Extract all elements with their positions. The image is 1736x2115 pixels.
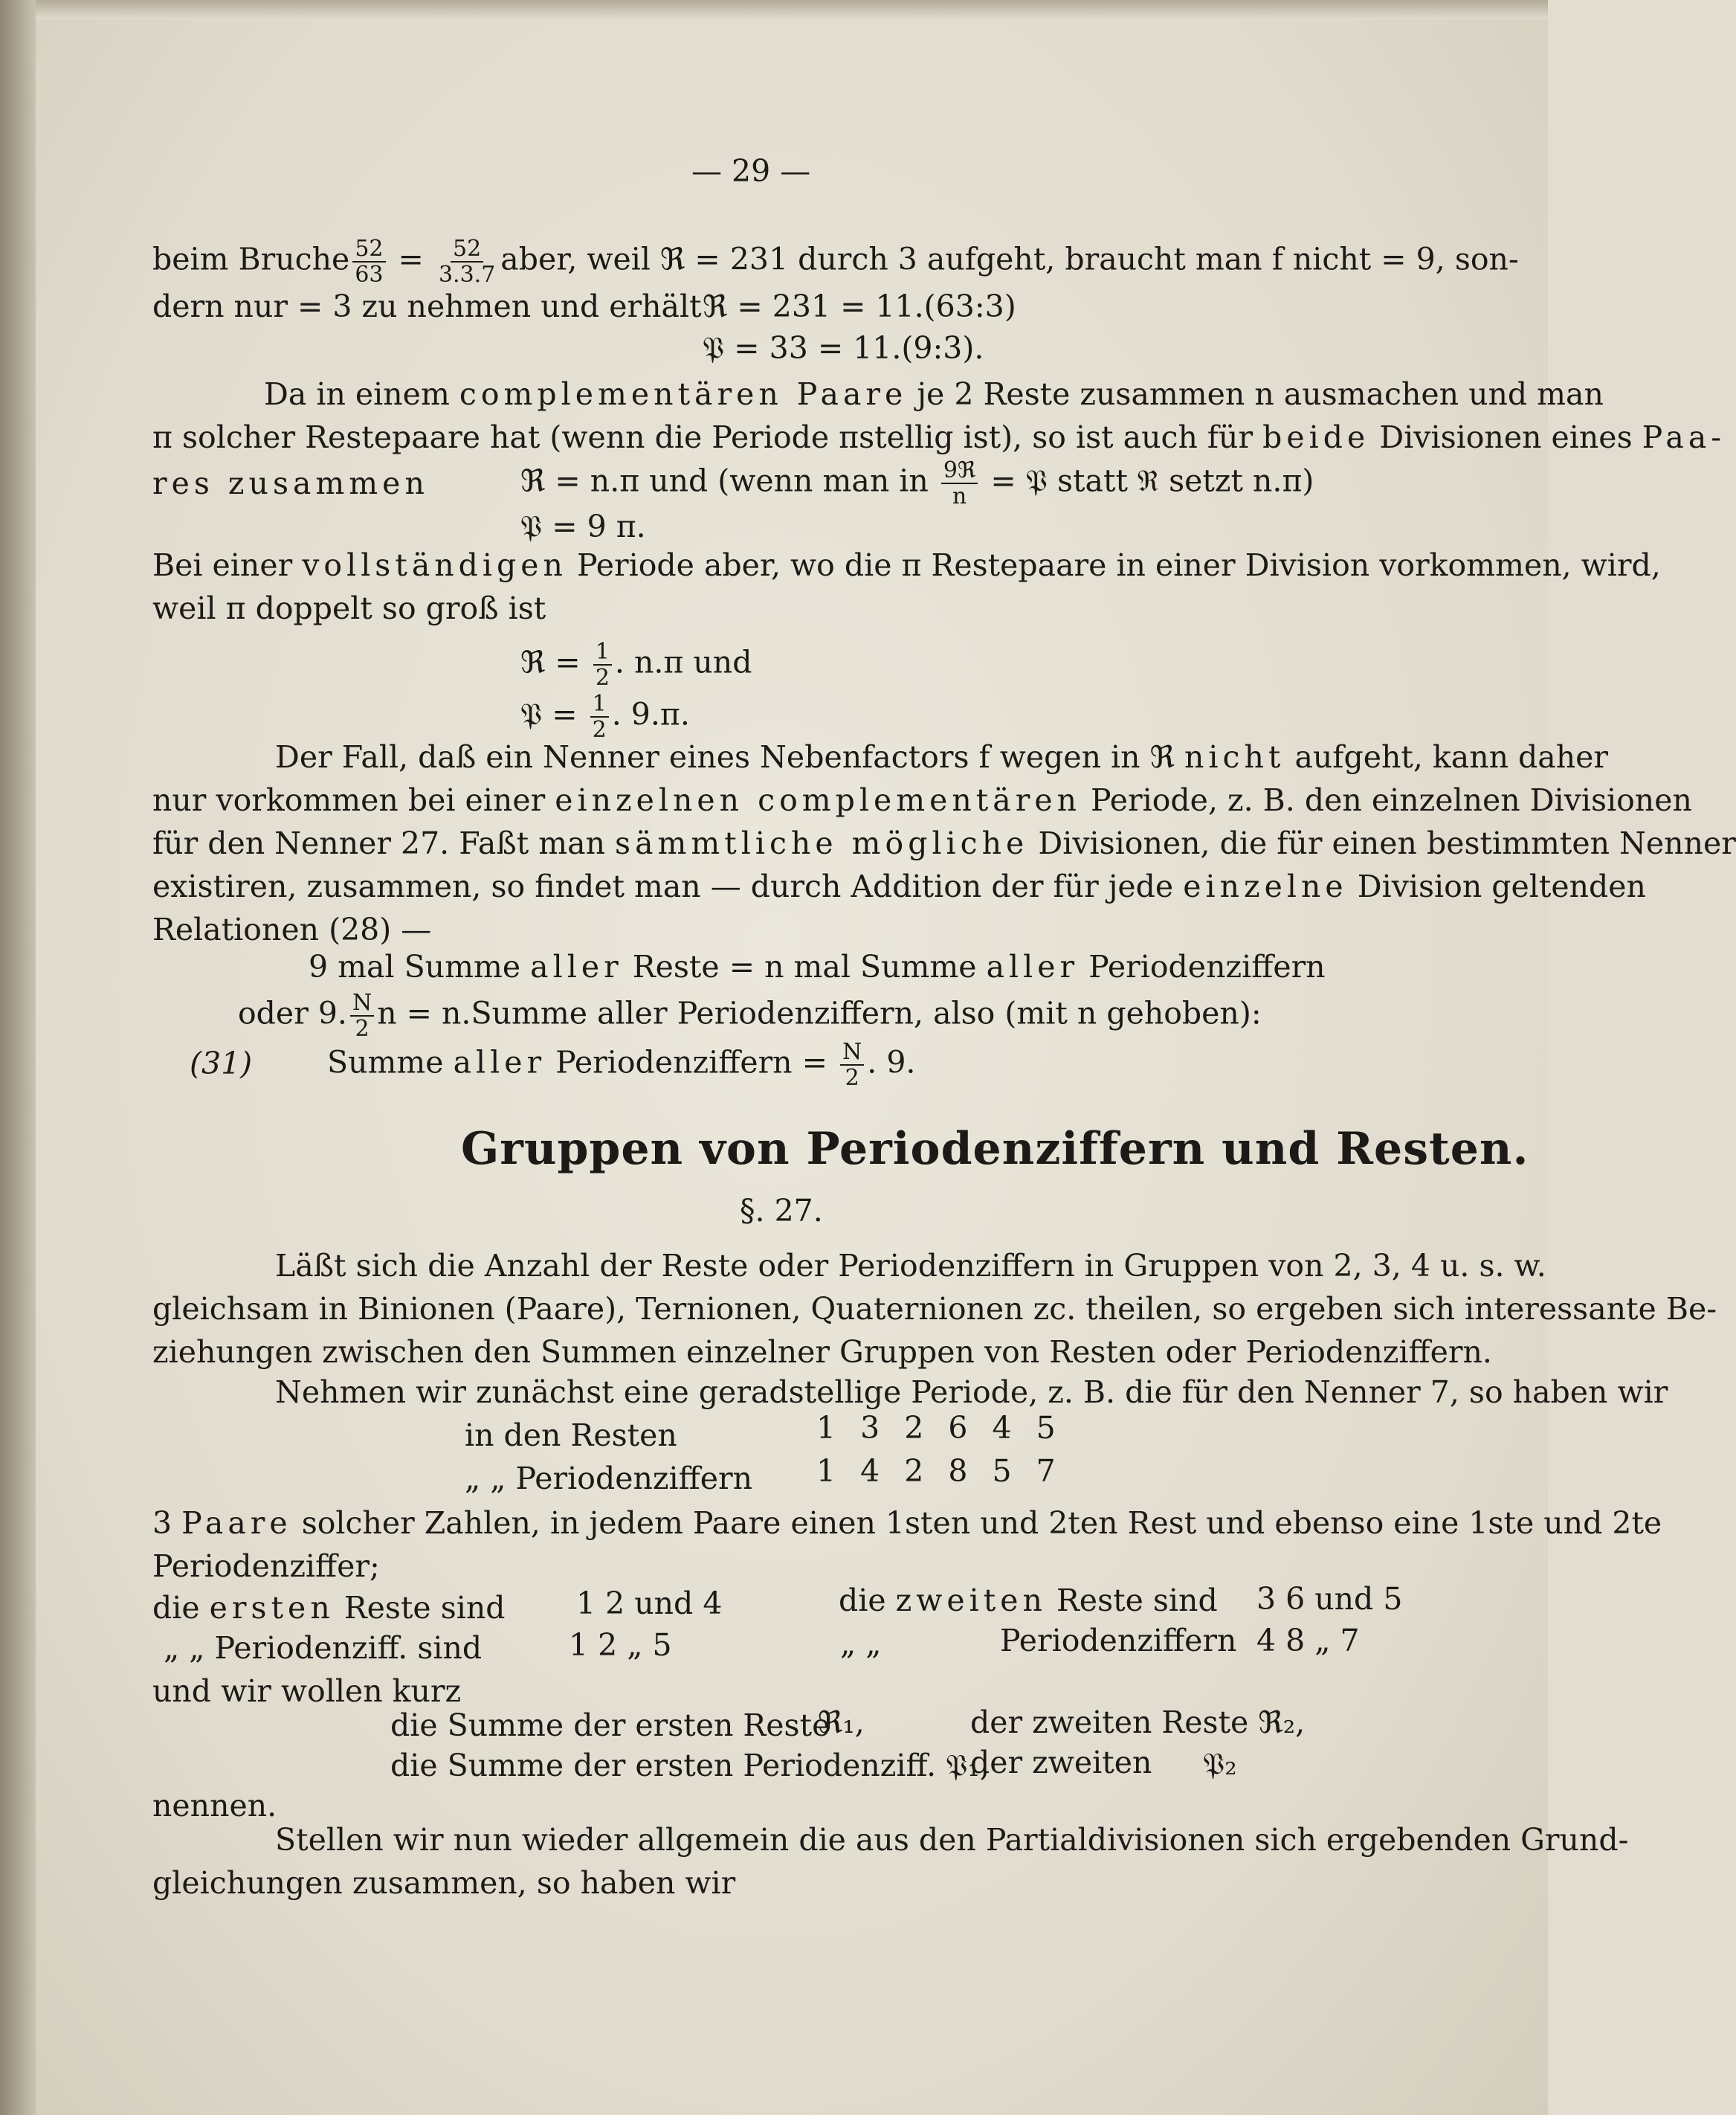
text-line: nur vorkommen bei einer einzelnen complementären Periode, z. B. den einzelnen Divisionen xyxy=(152,782,1692,818)
text-line: die Summe der ersten Reste xyxy=(390,1707,830,1743)
text-line: ziehungen zwischen den Summen einzelner Gruppen von Resten oder Periodenziffern. xyxy=(152,1334,1492,1370)
text-line: Bei einer vollständigen Periode aber, wo die π Restepaare in einer Division vorkommen, wird, xyxy=(152,547,1661,583)
equation: 𝔓 = $\frac{1}{2}$ . 9.π. xyxy=(520,691,690,743)
text-line: für den Nenner 27. Faßt man sämmtliche mögliche Divisionen, die für einen bestimmten Nenner xyxy=(152,825,1736,861)
text-line: „ „ xyxy=(840,1626,882,1661)
equation: Summe aller Periodenziffern = $\frac{N}{2}$ . 9. xyxy=(327,1039,916,1091)
page-left-edge xyxy=(0,0,36,2115)
page-number: — 29 — xyxy=(691,153,811,189)
text-line: „ „ Periodenziff. sind xyxy=(164,1630,483,1666)
equation: 9 mal Summe aller Reste = n mal Summe aller Periodenziffern xyxy=(309,949,1326,985)
text-line: Da in einem complementären Paare je 2 Reste zusammen n ausmachen und man xyxy=(264,376,1604,412)
text-line: res zusammen xyxy=(152,466,429,501)
text-line: der zweiten Reste ℜ₂, xyxy=(970,1704,1306,1740)
table-values: 1 3 2 6 4 5 xyxy=(816,1410,1063,1446)
text-line: 3 Paare solcher Zahlen, in jedem Paare einen 1sten und 2ten Rest und ebenso eine 1ste und 2te xyxy=(152,1505,1662,1541)
text-line: existiren, zusammen, so findet man — durch Addition der für jede einzelne Division geltenden xyxy=(152,869,1646,904)
table-values: 3 6 und 5 xyxy=(1256,1581,1403,1617)
text-line: Stellen wir nun wieder allgemein die aus den Partialdivisionen sich ergebenden Grund- xyxy=(275,1822,1629,1858)
text-line: nennen. xyxy=(152,1788,277,1823)
table-label: „ „ Periodenziffern xyxy=(465,1461,752,1496)
section-number: §. 27. xyxy=(740,1193,823,1229)
section-heading: Gruppen von Periodenziffern und Resten. xyxy=(461,1123,1529,1175)
text-line: ℜ₁, xyxy=(818,1704,865,1740)
table-values: 1 2 „ 5 xyxy=(569,1627,672,1663)
equation: 𝔓 = 9 π. xyxy=(520,509,646,544)
equation-number: (31) xyxy=(190,1046,253,1081)
text-line: Relationen (28) — xyxy=(152,912,432,947)
text-line: Der Fall, daß ein Nenner eines Nebenfactors f wegen in ℜ nicht aufgeht, kann daher xyxy=(275,739,1609,775)
table-values: 1 4 2 8 5 7 xyxy=(816,1453,1063,1489)
equation: 𝔓 = 33 = 11.(9:3). xyxy=(703,330,984,366)
equation: ℜ = $\frac{1}{2}$ . n.π und xyxy=(520,639,752,691)
text-line: Läßt sich die Anzahl der Reste oder Periodenziffern in Gruppen von 2, 3, 4 u. s. w. xyxy=(275,1248,1546,1284)
text-line: die zweiten Reste sind xyxy=(839,1583,1218,1618)
text-line: 𝔓₂ xyxy=(1203,1746,1237,1782)
text-line: gleichsam in Binionen (Paare), Ternionen, Quaternionen zc. theilen, so ergeben sich interessante Be- xyxy=(152,1291,1717,1327)
text-line: und wir wollen kurz xyxy=(152,1673,462,1709)
equation: oder 9. $\frac{N}{2}$ n = n.Summe aller Periodenziffern, also (mit n gehoben): xyxy=(238,990,1262,1042)
text-line: die ersten Reste sind xyxy=(152,1590,506,1626)
text-line: gleichungen zusammen, so haben wir xyxy=(152,1865,736,1901)
table-values: 1 2 und 4 xyxy=(576,1586,723,1621)
table-label: in den Resten xyxy=(465,1417,677,1453)
page-top-edge xyxy=(0,0,1548,19)
text-line: weil π doppelt so groß ist xyxy=(152,590,546,626)
equation: ℜ = 231 = 11.(63:3) xyxy=(703,289,1016,324)
text-line: beim Bruche $\frac{52}{63}$ = $\frac{52}{3.3.7}$ aber, weil ℜ = 231 durch 3 aufgeht, braucht man f nicht = 9, son- xyxy=(152,236,1519,288)
equation: ℜ = n.π und (wenn man in $\frac{\text{9ℜ}}{n}$ = 𝔓 statt ℜ setzt n.π) xyxy=(520,457,1314,509)
text-line: der zweiten xyxy=(970,1745,1152,1780)
text-line: dern nur = 3 zu nehmen und erhält xyxy=(152,289,702,324)
text-line: die Summe der ersten Periodenziff. 𝔓₁, xyxy=(390,1748,990,1783)
text-line: Periodenziffer; xyxy=(152,1548,380,1584)
table-values: 4 8 „ 7 xyxy=(1256,1623,1360,1658)
text-line: π solcher Restepaare hat (wenn die Periode πstellig ist), so ist auch für beide Divisionen eines Paa- xyxy=(152,419,1726,455)
text-line: Periodenziffern xyxy=(1000,1623,1237,1658)
text-line: Nehmen wir zunächst eine geradstellige Periode, z. B. die für den Nenner 7, so haben wir xyxy=(275,1374,1668,1410)
